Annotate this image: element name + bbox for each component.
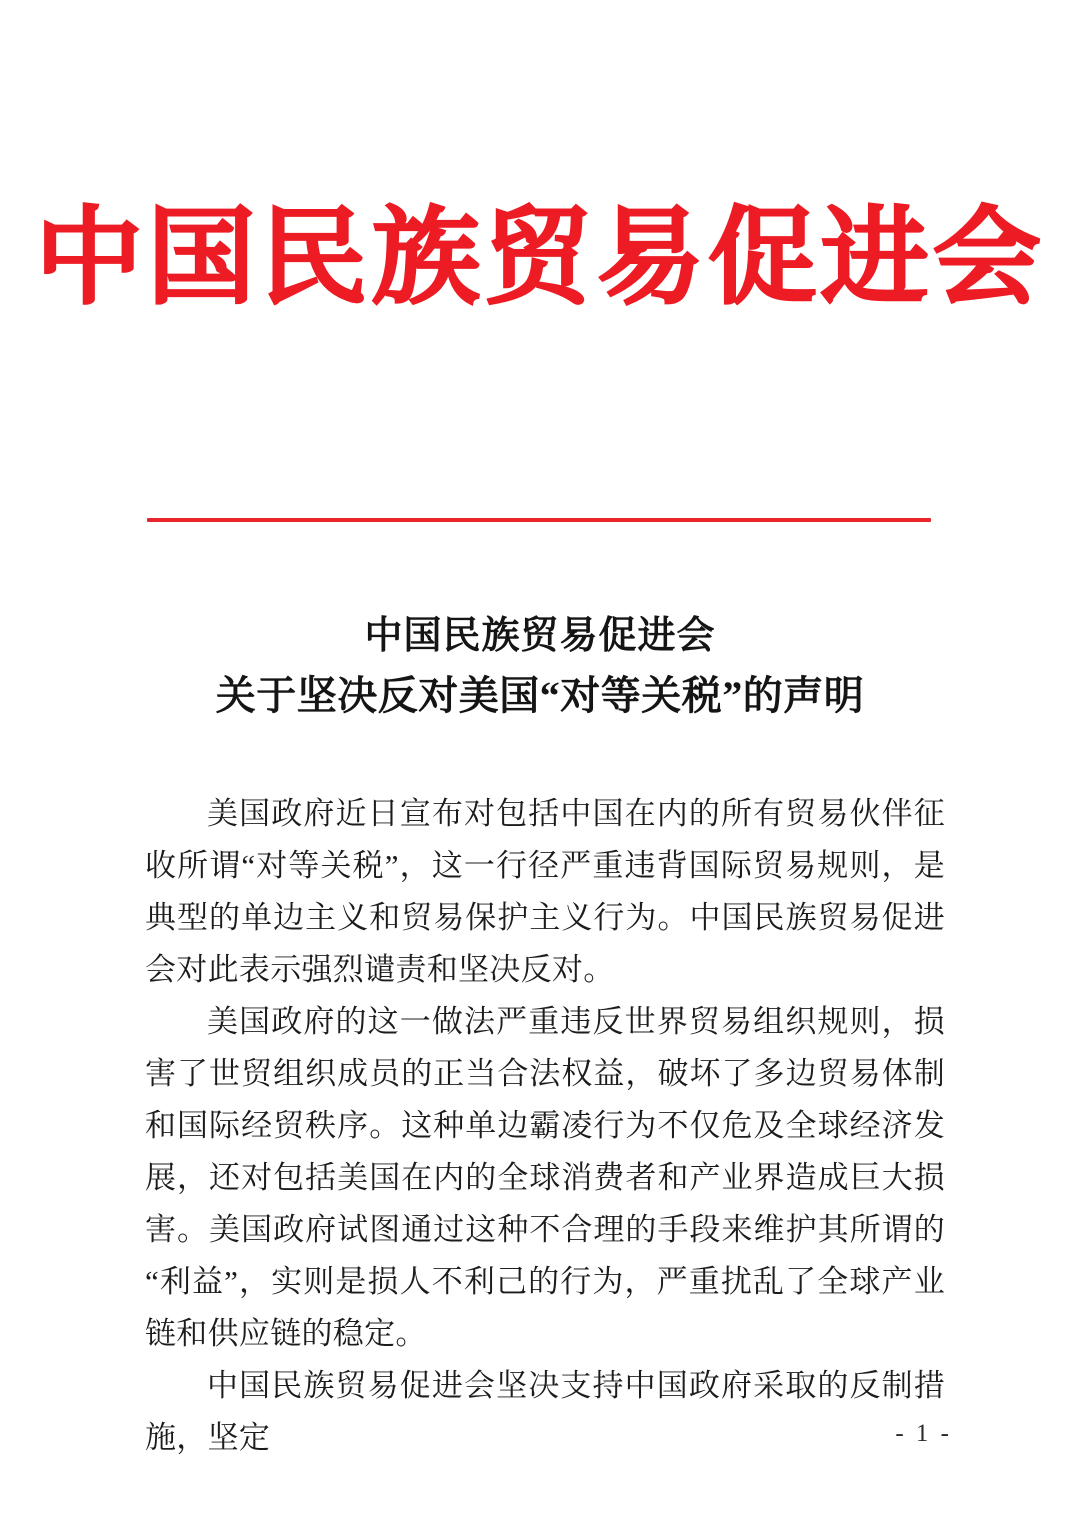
body-paragraph: 中国民族贸易促进会坚决支持中国政府采取的反制措施，坚定 (145, 1368, 945, 1455)
letterhead (0, 196, 1080, 321)
document-title-line-2: 关于坚决反对美国“对等关税”的声明 (215, 672, 865, 718)
document-title-line-1: 中国民族贸易促进会 (364, 615, 716, 657)
letterhead-red-divider (147, 518, 931, 522)
letterhead-organization-name: 中国民族贸易促进会 (35, 200, 1045, 317)
page-number: - 1 - (895, 1420, 952, 1447)
document-title-block (130, 608, 950, 727)
document-body (145, 788, 945, 1464)
body-paragraph: 美国政府的这一做法严重违反世界贸易组织规则，损害了世贸组织成员的正当合法权益，破坏了多边贸易体制和国际经贸秩序。这种单边霸凌行为不仅危及全球经济发展，还对包括美国在内的全球消费者和产业界造成巨大损害。美国政府试图通过这种不合理的手段来维护其所谓的“利益”，实则是损人不利己的行为，严重扰乱了全球产业链和供应链的稳定。 (145, 1004, 945, 1351)
body-paragraph: 美国政府近日宣布对包括中国在内的所有贸易伙伴征收所谓“对等关税”，这一行径严重违背国际贸易规则，是典型的单边主义和贸易保护主义行为。中国民族贸易促进会对此表示强烈谴责和坚决反对。 (145, 796, 945, 987)
